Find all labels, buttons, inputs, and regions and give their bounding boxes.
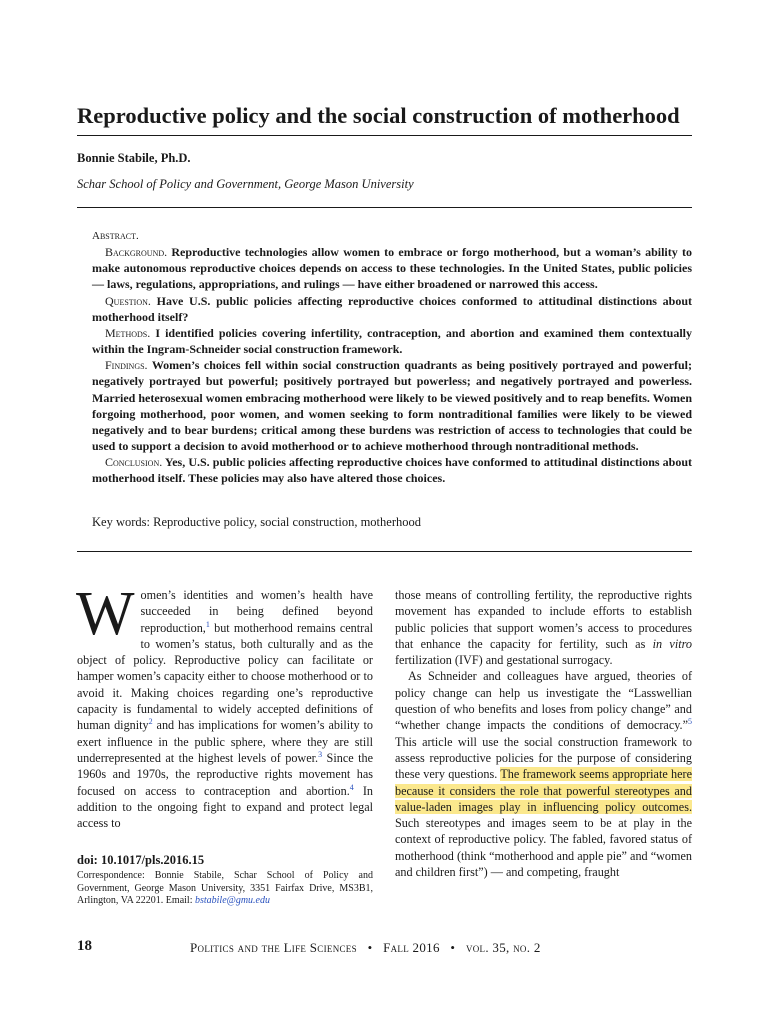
abstract-text: Women’s choices fell within social construction quadrants as being positively portrayed and powerful; negatively portrayed but powerful; positively portrayed but powerless; and negatively portrayed and powerless. Married heterosexual women embracing motherhood were likely to be viewed positively and to reap benefits. Women forgoing motherhood, poor women, and women seeking to form nontraditional families were likely to be viewed negatively and to bear burdens; critical among these burdens was restriction of access to technologies that could be used to support a decision to avoid motherhood or to achieve motherhood through nontraditional methods. [92, 358, 692, 454]
correspondence: Correspondence: Bonnie Stabile, Schar School of Policy and Government, George Mason University, 3351 Fairfax Drive, MS3B1, Arlington, VA 22201. Email: bstabile@gmu.edu [77, 870, 373, 907]
abstract-methods [92, 325, 692, 357]
page-number: 18 [77, 938, 92, 954]
article-title: Reproductive policy and the social construction of motherhood [77, 103, 680, 128]
abstract-text: Have U.S. public policies affecting reproductive choices conformed to attitudinal distinctions about motherhood itself? [92, 293, 693, 324]
abstract-background [92, 244, 692, 292]
abstract-label: Question. [105, 293, 151, 308]
abstract-text: I identified policies covering infertility, contraception, and abortion and examined them contextually within the Ingram-Schneider social construction framework. [92, 325, 692, 357]
keywords: Key words: Reproductive policy, social construction, motherhood [92, 515, 421, 529]
footnote-ref[interactable]: 5 [688, 717, 692, 727]
abstract-text: Yes, U.S. public policies affecting reproductive choices have conformed to attitudinal distinctions about motherhood itself. These policies may also have altered those choices. [92, 455, 692, 486]
abstract-label: Methods. [105, 325, 151, 340]
highlighted-text[interactable]: The framework seems appropriate here because it considers the role that powerful stereotypes and value-laden images play in influencing policy outcomes. [395, 767, 692, 814]
abstract-bottom-rule [77, 551, 692, 552]
body-column-left [76, 580, 373, 831]
abstract-text: Reproductive technologies allow women to embrace or forgo motherhood, but a woman’s ability to make autonomous reproductive choices depends on access to these technologies. In the United States, public policies — laws, regulations, appropriations, and rulings — have either broadened or narrowed this access. [92, 245, 692, 292]
abstract-heading: Abstract. [92, 230, 139, 242]
footnote-ref[interactable]: 1 [205, 619, 210, 629]
title-rule [77, 135, 692, 136]
author-name: Bonnie Stabile, Ph.D. [77, 151, 191, 165]
footnote-ref[interactable]: 4 [349, 782, 354, 792]
drop-cap: W [76, 580, 135, 648]
abstract-conclusion [92, 454, 692, 486]
footnote-ref[interactable]: 3 [318, 749, 323, 759]
body-paragraph: As Schneider and colleagues have argued, theories of policy change can help us investigate the “Lasswellian question of who benefits and loses from policy change” and “whether change impacts the conditions of democracy.”$^5$ This article will use the social construction framework to assess reproductive policies for the purpose of considering these very questions. The framework seems appropriate here because it considers the role that powerful stereotypes and value-laden images play in influencing policy outcomes. Such stereotypes and images seem to be at play in the context of reproductive policy. The fabled, favored status of motherhood (think “motherhood and apple pie” and “women and children first”) — and competing, fraught [395, 669, 692, 880]
footer-bullet: • [450, 940, 456, 955]
body-paragraph: Women’s identities and women’s health have succeeded in being defined beyond reproduction,$^1$ but motherhood remains central to women’s status, both culturally and as the object of policy. Reproductive policy can facilitate or hamper women’s capacity either to choose motherhood or to avoid it. Making choices regarding one’s reproductive capacity is fundamental to widely accepted definitions of human dignity$^2$ and has implications for women’s ability to exert influence in the public sphere, where they are still underrepresented at the highest levels of power.$^3$ Since the 1960s and 1970s, the reproductive rights movement has focused on access to contraception and abortion.$^4$ In addition to the ongoing fight to expand and protect legal access to [76, 580, 373, 831]
abstract-question [92, 293, 692, 325]
author-affiliation: Schar School of Policy and Government, George Mason University [77, 177, 414, 191]
abstract-findings [92, 357, 692, 454]
email-link[interactable]: bstabile@gmu.edu [194, 895, 270, 907]
issue-label: Fall 2016 [383, 940, 440, 955]
running-footer [190, 940, 541, 956]
footnote-ref[interactable]: 2 [148, 717, 153, 727]
abstract-label: Conclusion. [105, 455, 163, 470]
abstract-top-rule [77, 207, 692, 208]
journal-name: Politics and the Life Sciences [190, 940, 357, 955]
body-paragraph: those means of controlling fertility, the reproductive rights movement has expanded to include efforts to establish public policies that support women’s access to procedures that enhance the capacity for fertility, such as in vitro fertilization (IVF) and gestational surrogacy. [395, 588, 692, 668]
doi[interactable]: doi: 10.1017/pls.2016.15 [77, 853, 205, 867]
abstract [92, 227, 692, 487]
volume-label: vol. 35, no. 2 [465, 940, 541, 955]
body-column-right [395, 587, 692, 880]
abstract-label: Findings. [105, 358, 148, 373]
abstract-label: Background. [105, 245, 168, 260]
footer-bullet: • [367, 940, 373, 955]
